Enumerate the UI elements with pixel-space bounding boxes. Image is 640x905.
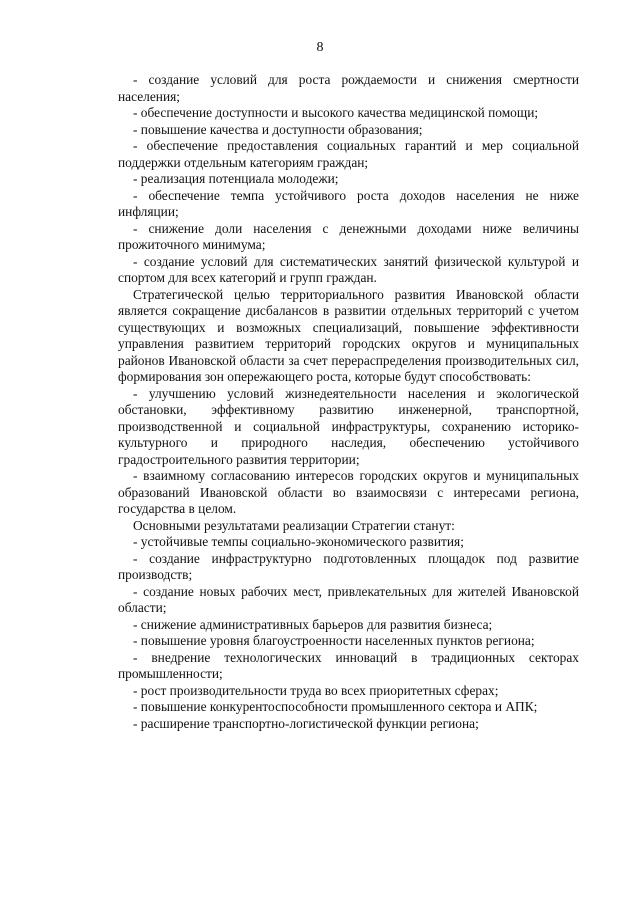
paragraph: - обеспечение доступности и высокого качества медицинской помощи; [133,105,539,120]
paragraph: - повышение качества и доступности образования; [133,121,423,137]
paragraph: Стратегической целью территориального развития Ивановской области является сокращение дисбалансов в развитии отдельных территорий с учетом существующих и возможных специализаций, повышение эффективности управления развитием территорий городских округов и муниципальных районов Ивановской области за счет перераспределения производительных сил, формирования зон опережающего роста, которые будут способствовать: [118,286,579,384]
paragraph: - расширение транспортно-логистической функции региона; [133,715,479,731]
page-number: 8 [316,40,324,55]
paragraph: - снижение доли населения с денежными доходами ниже величины прожиточного минимума; [118,220,579,252]
paragraph: Основными результатами реализации Стратегии станут: [133,517,455,533]
paragraph: - обеспечение темпа устойчивого роста доходов населения не ниже инфляции; [118,187,579,219]
paragraph: - создание условий для роста рождаемости и снижения смертности населения; [118,72,579,104]
paragraph: - повышение уровня благоустроенности населенных пунктов региона; [133,633,535,648]
paragraph: - рост производительности труда во всех приоритетных сферах; [133,682,499,698]
paragraph: - снижение административных барьеров для развития бизнеса; [133,616,493,632]
paragraph: - реализация потенциала молодежи; [133,171,339,186]
paragraph: - создание новых рабочих мест, привлекательных для жителей Ивановской области; [118,583,579,615]
paragraph: - взаимному согласованию интересов городских округов и муниципальных образований Ивановской области во взаимосвязи с интересами региона, государства в целом. [118,468,579,516]
paragraph: - устойчивые темпы социально-экономического развития; [133,534,464,549]
paragraph: - повышение конкурентоспособности промышленного сектора и АПК; [133,699,538,714]
paragraph: - обеспечение предоставления социальных гарантий и мер социальной поддержки отдельным категориям граждан; [118,138,579,170]
paragraph: - внедрение технологических инноваций в традиционных секторах промышленности; [118,649,579,681]
paragraph: - улучшению условий жизнедеятельности населения и экологической обстановки, эффективному развитию инженерной, транспортной, производственной и социальной инфраструктуры, сохранению историко-культурного и природного наследия, обеспечению устойчивого градостроительного развития территории; [118,385,579,467]
paragraph: - создание инфраструктурно подготовленных площадок под развитие производств; [118,550,579,582]
document-body [118,72,579,732]
paragraph: - создание условий для систематических занятий физической культурой и спортом для всех категорий и групп граждан. [118,253,579,285]
